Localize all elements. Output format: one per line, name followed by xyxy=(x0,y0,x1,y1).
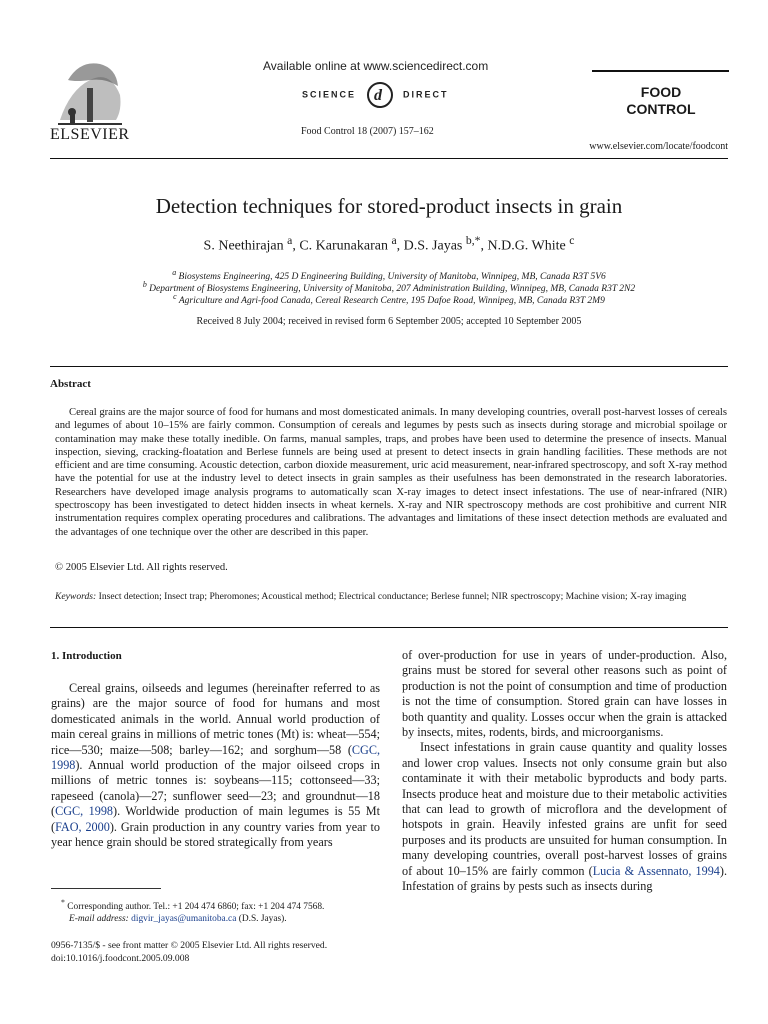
abstract-bottom-divider xyxy=(50,627,728,628)
keywords-label: Keywords: xyxy=(55,591,97,602)
abstract-top-divider xyxy=(50,366,728,367)
text-run: ). Worldwide production of main legumes is 55 Mt ( xyxy=(51,804,380,834)
author-name: D.S. Jayas xyxy=(403,238,463,254)
science-word: SCIENCE xyxy=(302,89,357,100)
author-list: S. Neethirajan $^a$, C. Karunakaran $^a$, D.S. Jayas $^{b,*}$, N.D.G. White $^c$ xyxy=(203,234,575,254)
author-sup: b,* xyxy=(465,234,481,247)
citation-link[interactable]: CGC, 1998 xyxy=(55,804,114,819)
journal-url[interactable]: www.elsevier.com/locate/foodcont xyxy=(589,141,728,152)
affiliation-text: Department of Biosystems Engineering, University of Manitoba, 207 Administration Building, Winnipeg, MB, Canada R3T 2N2 xyxy=(149,284,636,295)
intro-paragraph: of over-production for use in years of under-production. Also, grains must be stored for several other reasons such as point of production is not the point of consumption and time of production is not the time of consumption. Stored grain can have losses in both quantity and quality. Losses occur when the grain is attacked by insects, mites, rodents, birds, and microorganisms. xyxy=(402,648,727,740)
text-run: Insect infestations in grain cause quantity and quality losses and lower crop values. Insects not only consume grain but also contaminate it with their metabolic byproducts and body parts. Insects produce heat and moisture due to their metabolic activities that can lead to growth of microflora and the development of hotspots in grain. Heavily infested grains are unfit for seed purposes and its products are unsuited for human consumption. In many developing countries, overall post-harvest losses of grains of about 10–15% are fairly common ( xyxy=(402,740,727,878)
affiliation-sup: c xyxy=(173,292,177,301)
journal-rule xyxy=(592,70,729,72)
affiliation-text: Biosystems Engineering, 425 D Engineering Building, University of Manitoba, Winnipeg, MB, Canada R3T 5V6 xyxy=(178,272,606,283)
abstract-copyright: © 2005 Elsevier Ltd. All rights reserved. xyxy=(55,562,228,573)
citation-link[interactable]: Lucia & Assennato, 1994 xyxy=(592,863,720,878)
text-run: Cereal grains, oilseeds and legumes (hereinafter referred to as grains) are the major source of food for humans and most domesticated animals in the world. Annual world production of main cereal grains in millions of metric tones (Mt) is: wheat—554; rice—530; maize—508; barley—162; and sorghum—58 ( xyxy=(51,681,380,757)
abstract-heading: Abstract xyxy=(50,378,91,390)
email-link[interactable]: digvir_jayas@umanitoba.ca xyxy=(131,914,237,925)
email-suffix: (D.S. Jayas). xyxy=(238,914,287,925)
affiliation xyxy=(50,291,728,307)
citation-link[interactable]: FAO, 2000 xyxy=(55,819,110,834)
footnote-rule xyxy=(51,888,161,889)
keywords xyxy=(55,591,727,604)
available-online: Available online at www.sciencedirect.com xyxy=(263,59,489,73)
at-sign-icon xyxy=(363,80,397,110)
author-name: S. Neethirajan xyxy=(203,238,284,254)
intro-right-column xyxy=(402,648,727,895)
affiliation-sup: a xyxy=(172,268,177,277)
article-title: Detection techniques for stored-product insects in grain xyxy=(155,194,623,218)
author-sup: a xyxy=(287,234,293,247)
footnote-contact-line xyxy=(51,897,381,913)
author-name: C. Karunakaran xyxy=(299,238,388,254)
intro-left-column xyxy=(51,681,380,850)
sciencedirect-logo xyxy=(302,80,449,110)
email-label: E-mail address: xyxy=(69,914,129,925)
front-matter xyxy=(51,939,381,965)
journal-title-line1: FOOD xyxy=(640,84,682,100)
doi-line[interactable]: doi:10.1016/j.foodcont.2005.09.008 xyxy=(51,953,190,964)
footnote-email-line xyxy=(51,913,381,925)
text-run: ). Annual world production of the major oilseed crops in millions of metric tonnes is: soybeans—115; cottonseed—33; rapeseed (canola)—27; sunflower seed—23; and groundnut—18 ( xyxy=(51,758,380,819)
intro-paragraph xyxy=(402,740,727,894)
author-sup: a xyxy=(391,234,397,247)
section-heading: 1. Introduction xyxy=(51,650,122,662)
publisher-name: ELSEVIER xyxy=(50,126,130,143)
author-sup: c xyxy=(569,234,575,247)
header-divider xyxy=(50,158,728,159)
keywords-list: Insect detection; Insect trap; Pheromones; Acoustical method; Electrical conductance; Berlese funnel; NIR spectroscopy; Machine vision; X-ray imaging xyxy=(98,591,687,602)
text-run: ). Grain production in any country varies from year to year hence grain should be stored strategically from years xyxy=(51,819,380,850)
journal-title xyxy=(606,84,716,118)
text-run: ). Infestation of grains by pests such as insects during xyxy=(402,863,727,894)
footnote-star: * xyxy=(61,898,65,907)
journal-reference: Food Control 18 (2007) 157–162 xyxy=(301,126,434,137)
abstract-paragraph: Cereal grains are the major source of food for humans and most domesticated animals. In many developing countries, overall post-harvest losses of cereals and legumes of about 10–15% are fairly common. Consumption of cereals and legumes by pests such as insects during storage and microbial spoilage or contamination may make these totally inedible. On farms, manual samples, traps, and probes have been used to determine the presence of insects. Manual inspection, sieving, cracking-floatation and Berlese funnels are being used at present to detect insects in grain handling facilities. These methods are not efficient and are time consuming. Acoustic detection, carbon dioxide measurement, uric acid measurement, near-infrared spectroscopy, and soft X-ray method have the potential for use at the industry level to detect insects in grain samples as their usefulness has been demonstrated in the research laboratories. Researchers have developed image analysis programs to automatically scan X-ray images to detect insect infestations. The use of near-infrared (NIR) spectroscopy has been investigated to detect hidden insects in wheat kernels. X-ray and NIR spectroscopy methods are cost prohibitive and current NIR instrumentation requires complex operating procedures and calibrations. The advantages and limitations of these insect detection methods are evaluated and the advantages of one technique over the other are described in this paper. xyxy=(55,407,727,538)
direct-word: DIRECT xyxy=(403,89,449,100)
elsevier-tree-logo xyxy=(50,50,130,130)
intro-paragraph xyxy=(51,681,380,850)
svg-text:d: d xyxy=(373,87,384,104)
affiliation-text: Agriculture and Agri-food Canada, Cereal Research Centre, 195 Dafoe Road, Winnipeg, MB, Canada R3T 2M9 xyxy=(178,296,605,307)
footnote xyxy=(51,897,381,925)
journal-title-line2: CONTROL xyxy=(626,101,696,117)
affiliation-sup: b xyxy=(142,280,147,289)
footnote-contact: Corresponding author. Tel.: +1 204 474 6860; fax: +1 204 474 7568. xyxy=(67,902,325,913)
citation-link[interactable]: CGC, 1998 xyxy=(51,742,380,773)
received-dates: Received 8 July 2004; received in revised form 6 September 2005; accepted 10 September 2005 xyxy=(196,316,582,327)
abstract-body xyxy=(55,406,727,539)
author-name: N.D.G. White xyxy=(487,238,566,254)
issn-line: 0956-7135/$ - see front matter © 2005 Elsevier Ltd. All rights reserved. xyxy=(51,940,328,951)
